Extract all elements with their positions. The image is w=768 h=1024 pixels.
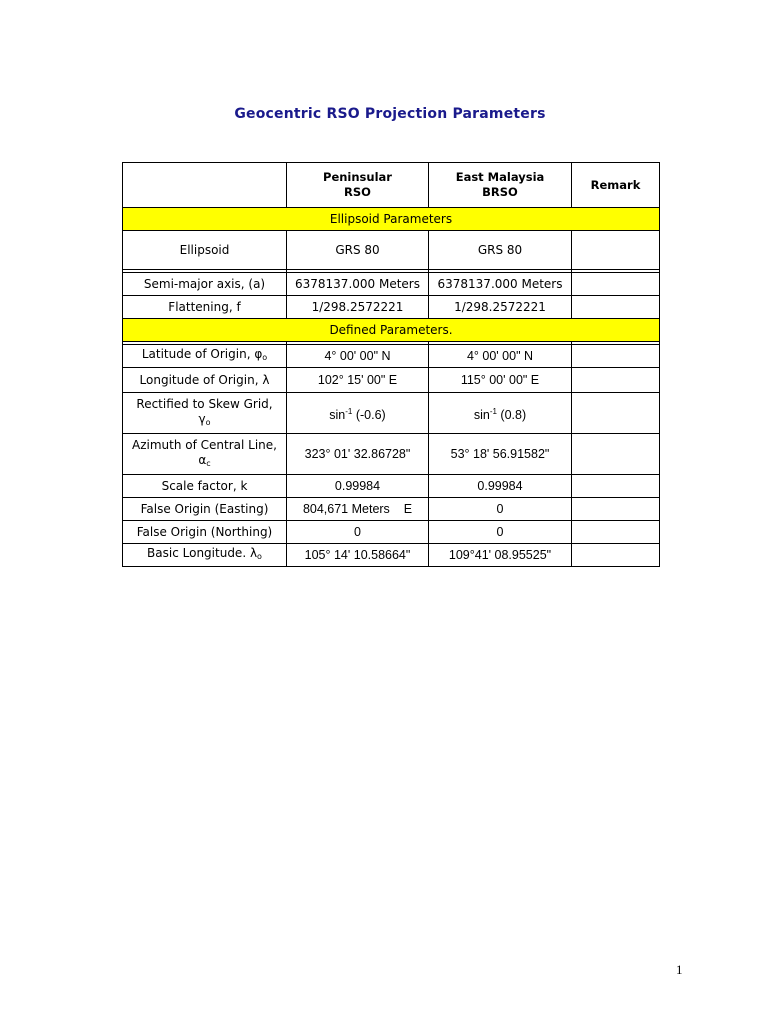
east-semi-major: 6378137.000 Meters — [429, 273, 572, 296]
header-east-line2: BRSO — [482, 185, 518, 199]
remark-scale-factor — [572, 475, 660, 498]
row-label-scale-factor: Scale factor, k — [123, 475, 287, 498]
east-azimuth: 53° 18' 56.91582" — [429, 434, 572, 475]
east-basic-longitude: 109°41' 08.95525" — [429, 544, 572, 567]
east-rectified-arg: (0.8) — [496, 407, 527, 422]
peninsular-semi-major: 6378137.000 Meters — [287, 273, 429, 296]
table-row — [123, 368, 660, 393]
table-row — [123, 521, 660, 544]
remark-latitude-origin — [572, 345, 660, 368]
peninsular-false-easting: 804,671 Meters E — [287, 498, 429, 521]
header-east-line1: East Malaysia — [455, 170, 545, 184]
basic-longitude-text: Basic Longitude. λ — [147, 546, 258, 560]
latitude-origin-subscript: o — [262, 353, 268, 362]
remark-longitude-origin — [572, 368, 660, 393]
row-label-semi-major: Semi-major axis, (a) — [123, 273, 287, 296]
peninsular-rectified-sup: -1 — [345, 406, 353, 416]
east-rectified-sup: -1 — [489, 406, 497, 416]
remark-rectified-skew — [572, 393, 660, 434]
remark-semi-major — [572, 273, 660, 296]
east-rectified-skew — [429, 393, 572, 434]
rectified-skew-symbol: γ — [198, 411, 206, 426]
peninsular-azimuth: 323° 01' 32.86728" — [287, 434, 429, 475]
peninsular-false-northing: 0 — [287, 521, 429, 544]
table-row — [123, 393, 660, 434]
header-peninsular-line2: RSO — [344, 185, 371, 199]
table-row — [123, 434, 660, 475]
basic-longitude-subscript: o — [257, 552, 262, 561]
table-row — [123, 231, 660, 270]
table-row — [123, 544, 660, 567]
peninsular-basic-longitude: 105° 14' 10.58664" — [287, 544, 429, 567]
rectified-skew-subscript: o — [205, 417, 211, 427]
rectified-skew-text: Rectified to Skew Grid, — [136, 396, 273, 411]
east-latitude-origin: 4° 00' 00" N — [429, 345, 572, 368]
row-label-false-northing: False Origin (Northing) — [123, 521, 287, 544]
row-label-azimuth — [123, 434, 287, 475]
remark-basic-longitude — [572, 544, 660, 567]
header-east-malaysia — [429, 163, 572, 208]
header-peninsular — [287, 163, 429, 208]
remark-azimuth — [572, 434, 660, 475]
row-label-longitude-origin: Longitude of Origin, λ — [123, 368, 287, 393]
east-longitude-origin: 115° 00' 00" E — [429, 368, 572, 393]
east-false-easting: 0 — [429, 498, 572, 521]
east-flattening: 1/298.2572221 — [429, 296, 572, 319]
east-rectified-fn: sin — [473, 407, 490, 422]
header-peninsular-line1: Peninsular — [323, 170, 392, 184]
peninsular-rectified-skew — [287, 393, 429, 434]
table-row — [123, 345, 660, 368]
peninsular-flattening: 1/298.2572221 — [287, 296, 429, 319]
peninsular-latitude-origin: 4° 00' 00" N — [287, 345, 429, 368]
peninsular-rectified-fn: sin — [329, 407, 346, 422]
section-defined-label: Defined Parameters. — [123, 319, 660, 342]
remark-false-northing — [572, 521, 660, 544]
remark-false-easting — [572, 498, 660, 521]
projection-parameters-table — [122, 162, 660, 567]
table-row — [123, 475, 660, 498]
east-scale-factor: 0.99984 — [429, 475, 572, 498]
page-number: 1 — [676, 962, 683, 977]
peninsular-longitude-origin: 102° 15' 00" E — [287, 368, 429, 393]
section-defined-row — [123, 319, 660, 342]
latitude-origin-text: Latitude of Origin, φ — [141, 347, 263, 361]
row-label-ellipsoid: Ellipsoid — [123, 231, 287, 270]
row-label-basic-longitude — [123, 544, 287, 567]
table-row — [123, 296, 660, 319]
azimuth-text: Azimuth of Central Line, — [132, 437, 277, 452]
table-row — [123, 498, 660, 521]
east-false-northing: 0 — [429, 521, 572, 544]
row-label-latitude-origin — [123, 345, 287, 368]
section-ellipsoid-label: Ellipsoid Parameters — [123, 208, 660, 231]
east-ellipsoid: GRS 80 — [429, 231, 572, 270]
azimuth-symbol: α — [198, 452, 207, 467]
peninsular-rectified-arg: (-0.6) — [352, 407, 386, 422]
remark-flattening — [572, 296, 660, 319]
row-label-rectified-skew — [123, 393, 287, 434]
remark-ellipsoid — [572, 231, 660, 270]
header-remark: Remark — [572, 163, 660, 208]
document-title: Geocentric RSO Projection Parameters — [234, 106, 546, 122]
header-empty-cell — [123, 163, 287, 208]
table-row — [123, 273, 660, 296]
row-label-false-easting: False Origin (Easting) — [123, 498, 287, 521]
peninsular-scale-factor: 0.99984 — [287, 475, 429, 498]
section-ellipsoid-row — [123, 208, 660, 231]
azimuth-subscript: c — [206, 458, 211, 468]
row-label-flattening: Flattening, f — [123, 296, 287, 319]
peninsular-ellipsoid: GRS 80 — [287, 231, 429, 270]
header-row — [123, 163, 660, 208]
